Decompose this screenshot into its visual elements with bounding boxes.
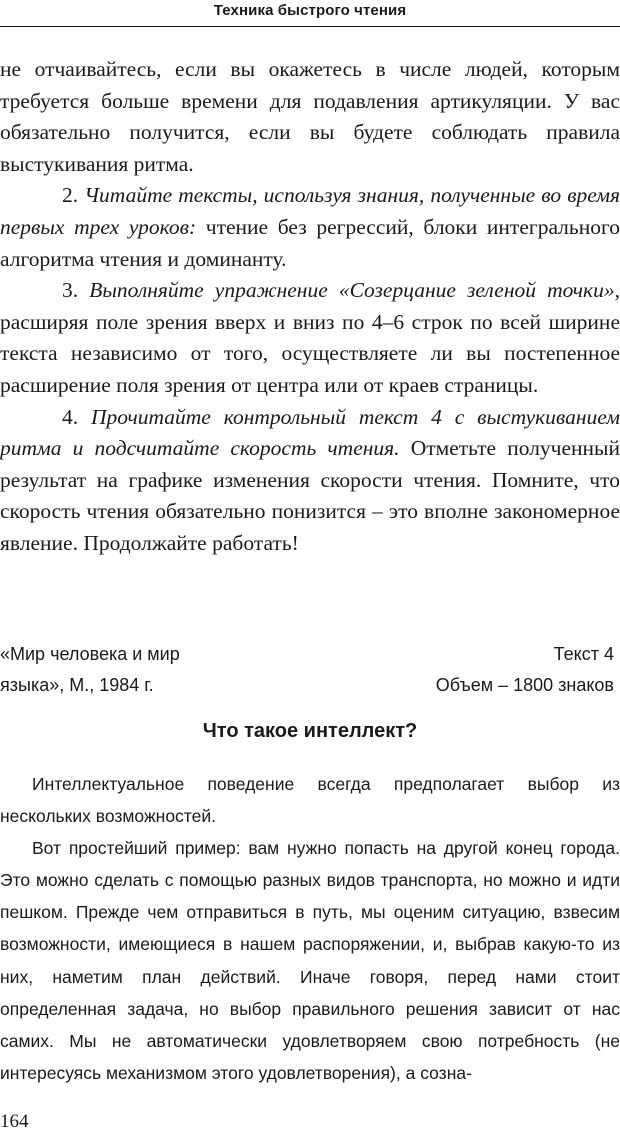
paragraph-item-3	[0, 275, 620, 401]
text-number: Текст 4	[553, 644, 614, 664]
section-title: Что такое интеллект?	[202, 720, 418, 742]
control-text-paragraph-2: Вот простейший пример: вам нужно попасть на другой конец города. Это можно сделать с помощью разных видов транспорта, но можно и идти пешком. Прежде чем отправиться в путь, мы оценим ситуацию, взвесим возможности, имеющиеся в нашем распоряжении, и, выбрав какую-то из них, наметим план действий. Иначе говоря, перед нами стоит определенная задача, но выбор правильного решения зависит от нас самих. Мы не автоматически удовлетворяем свою потребность (не интересуясь механизмом этого удовлетворения), а созна-	[0, 838, 620, 1083]
source-citation-line-2: языка», М., 1984 г.	[0, 675, 154, 695]
control-text-paragraph-1: Интеллектуальное поведение всегда предполагает выбор из нескольких возможностей.	[0, 774, 620, 827]
item-number: 2.	[62, 183, 85, 208]
item-number: 3.	[62, 278, 90, 303]
text-volume: Объем – 1800 знаков	[435, 675, 614, 695]
control-text	[0, 768, 620, 1089]
item-instruction-text: расширяя поле зрения вверх и вниз по 4–6 строк по всей ширине текста независимо от того, осуществляете ли вы постепенное расширение поля зрения от центра или от краев страницы.	[0, 309, 620, 397]
item-number: 4.	[62, 404, 91, 429]
source-citation	[0, 639, 300, 701]
item-instruction-italic: Прочитайте контрольный текст 4 с выстукиванием ритма и подсчитайте скорость чтения.	[0, 404, 620, 461]
page-number: 164	[0, 1111, 29, 1132]
paragraph-continuation: не отчаивайтесь, если вы окажетесь в числе людей, которым требуется больше времени для подавления артикуляции. У вас обязательно получится, если вы будете соблюдать правила выстукивания ритма.	[0, 57, 620, 176]
header-rule	[0, 26, 620, 27]
running-head: Техника быстрого чтения	[213, 2, 407, 19]
item-instruction-italic: Читайте тексты, используя знания, полученные во время первых трех уроков:	[0, 183, 620, 239]
item-instruction-text: Отметьте полученный результат на графике изменения скорости чтения. Помните, что скорость чтения обязательно понизится – это вполне закономерное явление. Продолжайте работать!	[0, 436, 620, 555]
item-instruction-text: чтение без регрессий, блоки интегрального алгоритма чтения и доминанту.	[0, 214, 620, 271]
paragraph-item-2	[0, 180, 620, 275]
item-instruction-italic: Выполняйте упражнение «Созерцание зеленой точки»,	[89, 278, 620, 303]
instructions-text	[0, 54, 620, 560]
text-meta	[294, 639, 614, 701]
source-citation-line-1: «Мир человека и мир	[0, 644, 180, 664]
paragraph-item-4	[0, 402, 620, 560]
